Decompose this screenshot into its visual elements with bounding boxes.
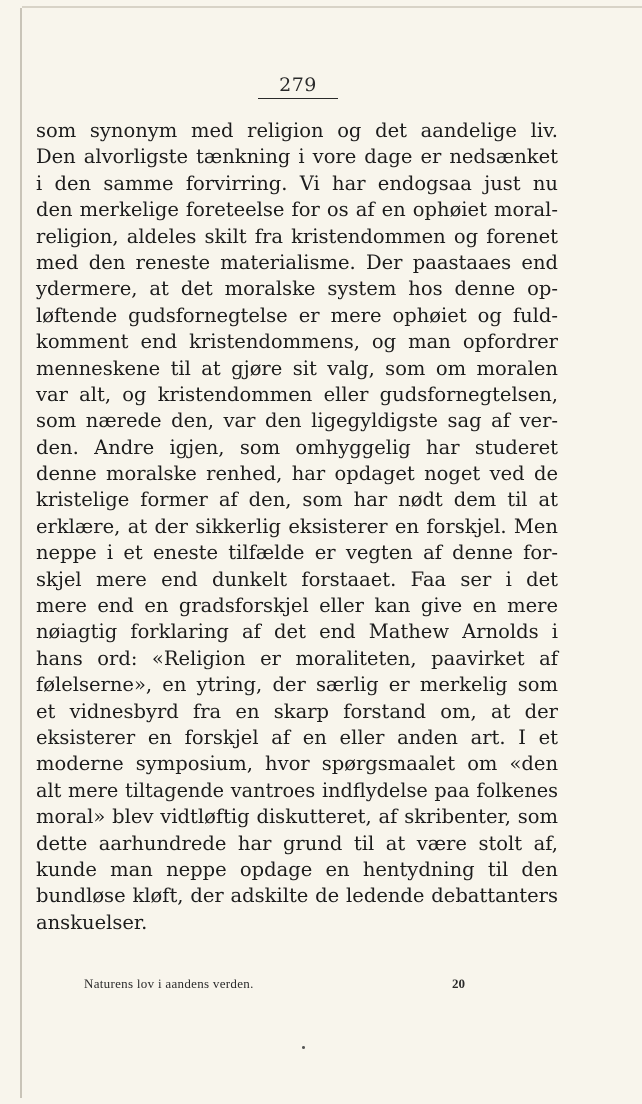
text-line: et vidnesbyrd fra en skarp forstand om, at der <box>36 699 558 723</box>
text-line: eksisterer en forskjel af en eller anden art. I et <box>36 725 558 749</box>
text-line: moral» blev vidtløftig diskutteret, af skribenter, som <box>36 805 558 829</box>
text-line: følelserne», en ytring, der særlig er merkelig som <box>36 673 558 697</box>
text-line: kunde man neppe opdage en hentydning til den <box>36 857 558 881</box>
ink-speck <box>302 1046 305 1049</box>
text-line: menneskene til at gjøre sit valg, som om moralen <box>36 356 558 380</box>
page-top-edge <box>22 6 642 8</box>
text-line: ydermere, at det moralske system hos denne op- <box>36 277 558 301</box>
text-line: moderne symposium, hvor spørgsmaalet om «den <box>36 752 558 776</box>
text-line: neppe i et eneste tilfælde er vegten af denne for- <box>36 541 558 565</box>
footer-signature-mark: 20 <box>452 976 465 991</box>
text-line: denne moralske renhed, har opdaget noget ved de <box>36 462 558 486</box>
page-left-edge <box>20 8 22 1098</box>
text-line: hans ord: «Religion er moraliteten, paavirket af <box>36 646 558 670</box>
text-line: alt mere tiltagende vantroes indflydelse paa folkenes <box>36 778 558 802</box>
text-line: i den samme forvirring. Vi har endogsaa just nu <box>36 171 558 195</box>
text-line: Den alvorligste tænkning i vore dage er nedsænket <box>36 145 558 169</box>
text-line: som synonym med religion og det aandelige liv. <box>36 119 558 142</box>
text-line: komment end kristendommens, og man opfordrer <box>36 330 558 354</box>
page-number: 279 <box>279 74 317 96</box>
text-line: kristelige former af den, som har nødt dem til at <box>36 488 558 512</box>
footer-book-title: Naturens lov i aandens verden. <box>84 976 254 991</box>
text-line: med den reneste materialisme. Der paastaaes end <box>36 250 558 274</box>
text-line: religion, aldeles skilt fra kristendommen og forenet <box>36 224 558 248</box>
text-line: nøiagtig forklaring af det end Mathew Arnolds i <box>36 620 558 644</box>
text-line: bundløse kløft, der adskilte de ledende debattanters <box>36 884 558 908</box>
text-line: som nærede den, var den ligegyldigste sag af ver- <box>36 409 558 433</box>
text-line: den. Andre igjen, som omhyggelig har studeret <box>36 435 558 459</box>
text-line: var alt, og kristendommen eller gudsfornegtelsen, <box>36 382 558 406</box>
text-line: mere end en gradsforskjel eller kan give en mere <box>36 594 558 618</box>
text-line: den merkelige foreteelse for os af en ophøiet moral- <box>36 198 558 222</box>
text-line: skjel mere end dunkelt forstaaet. Faa ser i det <box>36 567 558 591</box>
page-number-rule <box>258 98 338 99</box>
body-text <box>36 118 558 936</box>
text-line: dette aarhundrede har grund til at være stolt af, <box>36 831 558 855</box>
text-line: anskuelser. <box>36 910 148 934</box>
text-line: løftende gudsfornegtelse er mere ophøiet og fuld- <box>36 303 558 327</box>
text-line: erklære, at der sikkerlig eksisterer en forskjel. Men <box>36 514 558 538</box>
